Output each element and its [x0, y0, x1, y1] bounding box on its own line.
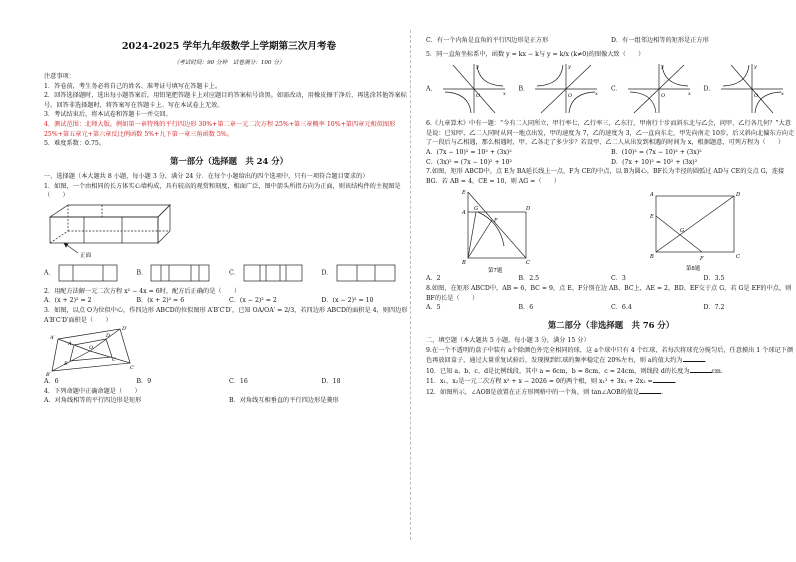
q4-options-cd [426, 36, 796, 46]
q6-option-a[interactable]: A．(7x − 10)² = 10² + (3x)² [426, 149, 512, 157]
question-4: 4．下列命题中正确命题是（ ） [44, 387, 141, 395]
q3-options [44, 377, 414, 387]
page-title: 2024-2025 学年九年级数学上学期第三次月考卷 [121, 41, 337, 52]
right-column [426, 36, 796, 398]
svg-text:x: x [687, 91, 691, 98]
svg-text:B′: B′ [46, 372, 51, 379]
q1-option-b[interactable]: B． [137, 263, 230, 283]
part2-title: 第二部分（非选择题 共 76 分） [547, 319, 675, 330]
question-1: 1．如图，一个由相同的长方体实心墙构成，具有较高的观赏和刻度，相面广泛，图中箭头所指方向为正面，则该结构件的主视图是（ ） [44, 182, 401, 200]
q5-options [426, 59, 796, 119]
svg-text:B: B [462, 260, 466, 267]
question-11: 11．x₁，x₂是一元二次方程 x² + x − 2026 = 0的两个根，则 x₁² + 3x₁ + 2x₂ = ． [426, 378, 681, 386]
q4-option-b[interactable]: B．对角线互相垂直的平行四边形是菱形 [229, 397, 339, 405]
q5-option-b-graph [531, 61, 601, 117]
q6-options-ab [426, 148, 796, 158]
q9-answer-blank[interactable] [683, 355, 705, 362]
q1-option-c-figure [242, 263, 306, 283]
q1-option-a-figure [57, 263, 121, 283]
part2-instructions: 二、填空题（本大题共 5 小题，每小题 3 分，满分 15 分） [426, 336, 590, 344]
question-3: 3．如图，以点 O为位似中心，作四边形 ABCD的位似图形 A′B′C′D′，已知 OA/OA′ = 2/3，若四边形 ABCD的面积是 4，则四边形 A′B′C′D′面积是（ ） [44, 306, 408, 324]
svg-text:B: B [650, 254, 654, 261]
question-8: 8.如图，在矩形 ABCD中，AB = 6，BC = 9，点 E、F分别在边 AB、BC上，AE = 2，BD、EF交于点 G，若 G是 EF的中点，则 BF的长是（ ） [426, 285, 792, 302]
q6-option-c[interactable]: C．(3x)² = (7x − 10)² + 10² [426, 158, 512, 166]
q11-answer-blank[interactable] [653, 376, 675, 383]
q6-option-d[interactable]: D．(7x + 10)² = 10² + (3x)² [611, 158, 698, 166]
svg-text:C: C [526, 260, 530, 267]
svg-text:A: A [650, 192, 654, 199]
svg-text:x: x [780, 91, 784, 98]
q12-answer-blank[interactable] [639, 387, 661, 394]
q1-options [44, 259, 414, 287]
question-2: 2．用配方法解一元二次方程 x² − 4x = 6时，配方后正确的是（ ） [44, 287, 241, 295]
q8-caption: 第8题 [686, 266, 701, 273]
q6-option-b[interactable]: B．(10)² = (7x − 10)² + (3x)² [611, 149, 702, 157]
svg-text:D: D [736, 192, 741, 199]
q1-figure [44, 201, 414, 259]
svg-text:E: E [462, 190, 466, 197]
svg-text:x: x [502, 91, 506, 98]
q7-option-d[interactable]: D．3.5 [703, 275, 725, 283]
q5-option-d[interactable]: D． O x y [704, 61, 796, 117]
svg-text:A′: A′ [50, 335, 55, 342]
question-9: 9.在一个不透明的盒子中装有 a个除颜色外完全相同的球，这 a个球中只有 4 个红球，若每次将球充分搅匀后，任意摸出 1 个球记下颜色再放回盒子，通过大量重复试验后，发现摸到红球的频率稳定在 20%左右，则 a的值大约为 ． [426, 346, 794, 365]
svg-text:C: C [112, 357, 116, 364]
page-subtitle: （考试时间：90 分钟 试卷满分：100 分） [173, 60, 285, 66]
svg-text:G: G [474, 206, 479, 213]
q4-option-a[interactable]: A．对角线相等的平行四边形是矩形 [44, 397, 142, 405]
q5-option-b[interactable]: B． O x y [519, 61, 612, 117]
svg-text:x: x [595, 91, 599, 98]
q7-caption: 第7题 [488, 268, 503, 275]
note-5: 5．难度系数：0.75。 [44, 140, 106, 148]
svg-text:O: O [89, 345, 94, 352]
q4-options-ab [44, 396, 414, 406]
q5-option-c[interactable]: C． O x y [611, 61, 704, 117]
q1-option-d-figure [335, 263, 399, 283]
q7-option-c[interactable]: C．3 [611, 275, 626, 283]
svg-text:A: A [462, 210, 466, 217]
q8-option-b[interactable]: B．6 [518, 304, 534, 312]
q1-solid-diagram [44, 201, 184, 259]
svg-text:O: O [568, 93, 573, 100]
q7-rectangle-diagram [456, 186, 576, 274]
svg-text:O: O [660, 93, 665, 100]
q1-option-a[interactable]: A． [44, 263, 137, 283]
svg-text:O: O [753, 93, 758, 100]
svg-text:B: B [64, 361, 68, 368]
svg-text:y: y [568, 64, 572, 71]
part1-title: 第一部分（选择题 共 24 分） [170, 155, 288, 166]
q3-figure [44, 325, 414, 377]
q5-option-a[interactable]: A． O x y [426, 61, 519, 117]
svg-text:O: O [475, 93, 480, 100]
note-1: 1．答卷前，考生务必将自己的姓名、准考证号填写在答题卡上。 [44, 82, 222, 90]
part1-instructions: 一、选择题（本大题共 8 小题，每小题 3 分，满分 24 分．在每个小题给出的四个选项中，只有一项符合题目要求的） [44, 172, 369, 180]
q3-option-a[interactable]: A．6 [44, 378, 59, 386]
q5-option-a-graph [439, 61, 509, 117]
svg-text:y: y [753, 64, 757, 71]
q2-option-d[interactable]: D．(x − 2)² = 10 [321, 297, 374, 305]
q3-similar-quads-diagram [44, 325, 134, 377]
svg-text:D: D [106, 333, 111, 340]
q7-options [426, 274, 796, 284]
q8-options [426, 303, 796, 313]
svg-text:C: C [736, 254, 740, 261]
note-4: 4．测试范围：北师大版。例如第一章特殊的平行四边形 30%+第二章一元二次方程 25%+第三章概率 10%+第四章元相似图形 25%+第五章元+第六章反比例函数 5%+九下第一章三角函数 5%。 [44, 121, 396, 138]
left-column [44, 72, 414, 406]
svg-text:y: y [475, 64, 479, 71]
q1-option-c[interactable]: C． [229, 263, 322, 283]
q5-option-c-graph [624, 61, 694, 117]
q8-option-a[interactable]: A．5 [426, 304, 441, 312]
svg-text:D: D [526, 206, 531, 213]
svg-text:F: F [494, 218, 498, 225]
q7-q8-figures [426, 186, 796, 274]
svg-text:y: y [660, 64, 664, 71]
q1-option-d[interactable]: D． [322, 263, 415, 283]
svg-text:C′: C′ [130, 365, 135, 372]
question-5: 5．同一直角坐标系中，函数 y = kx − k与 y = k/x (k≠0)的图像大致（ ） [426, 50, 645, 58]
q5-option-d-graph [717, 61, 787, 117]
q7-option-b[interactable]: B．2.5 [518, 275, 540, 283]
q4-option-d[interactable]: D．有一组邻边相等的矩形是正方形 [611, 37, 709, 44]
svg-text:F: F [700, 256, 704, 263]
svg-text:G: G [680, 228, 685, 235]
question-6: 6.《九章算术》中有一题：“今有二人同所立，甲行率七，乙行率三，乙东行，甲南行十步而斜东北与乙会，问甲、乙行各几何？”大意是说：已知甲、乙二人同时从同一地点出发，甲的速度为 7，乙的速度为 3，乙一直向东走，甲先向南走 10步，后又斜向北偏东方向走了一段后与乙相遇，那么相遇时，甲、乙各走了多少步？若设甲、乙二人从出发到相遇的时间为 x，根据题意，可列方程为（ ） [426, 120, 795, 147]
q8-option-c[interactable]: C．6.4 [611, 304, 632, 312]
q6-options-cd [426, 158, 796, 168]
svg-text:D′: D′ [122, 326, 128, 333]
question-7: 7.如图，矩形 ABCD中，点 E为 BA延长线上一点，F为 CE的中点，以 B为圆心，BF长为半径的圆弧过 AD与 CE的交点 G，连接 BG．若 AB = 4，CE = 10，则 AG =（ ） [426, 168, 785, 185]
svg-text:A: A [68, 341, 72, 348]
q2-option-b[interactable]: B．(x + 2)² = 6 [136, 297, 185, 305]
q8-rectangle-diagram [636, 186, 766, 274]
q1-option-b-figure [149, 263, 213, 283]
q2-option-a[interactable]: A．(x + 2)² = 2 [44, 297, 92, 305]
question-12: 12．如图所示，∠AOB是放置在正方形网格中的一个角，则 tan∠AOB的值是 ． [426, 388, 668, 396]
q2-options [44, 296, 414, 306]
q3-option-d[interactable]: D．18 [321, 378, 341, 386]
note-2: 2．回答选择题时，选出每小题答案后，用铅笔把答题卡上对应题目的答案标号涂黑。如需改动，用橡皮擦干净后，再选涂其他答案标号。回答非选择题时，将答案写在答题卡上。写在本试卷上无效。 [44, 92, 407, 109]
q10-answer-blank[interactable] [690, 366, 712, 373]
q3-option-c[interactable]: C．16 [229, 378, 248, 386]
svg-text:E: E [650, 214, 654, 221]
question-10: 10．已知 a、b、c、d是比例线段，其中 a = 6cm，b = 8cm，c = 24cm，则线段 d的长度为 cm． [426, 367, 728, 375]
q8-option-d[interactable]: D．7.2 [703, 304, 725, 312]
note-3: 3．考试结束后，将本试卷和答题卡一并交回。 [44, 111, 172, 119]
q7-option-a[interactable]: A．2 [426, 275, 441, 283]
q1-front-label: 正面 [80, 252, 92, 259]
q3-option-b[interactable]: B．9 [136, 378, 152, 386]
notes-label: 注意事项： [44, 73, 75, 80]
q4-option-c[interactable]: C．有一个内角是直角的平行四边形是正方形 [426, 37, 549, 44]
q2-option-c[interactable]: C．(x − 2)² = 2 [229, 297, 277, 305]
